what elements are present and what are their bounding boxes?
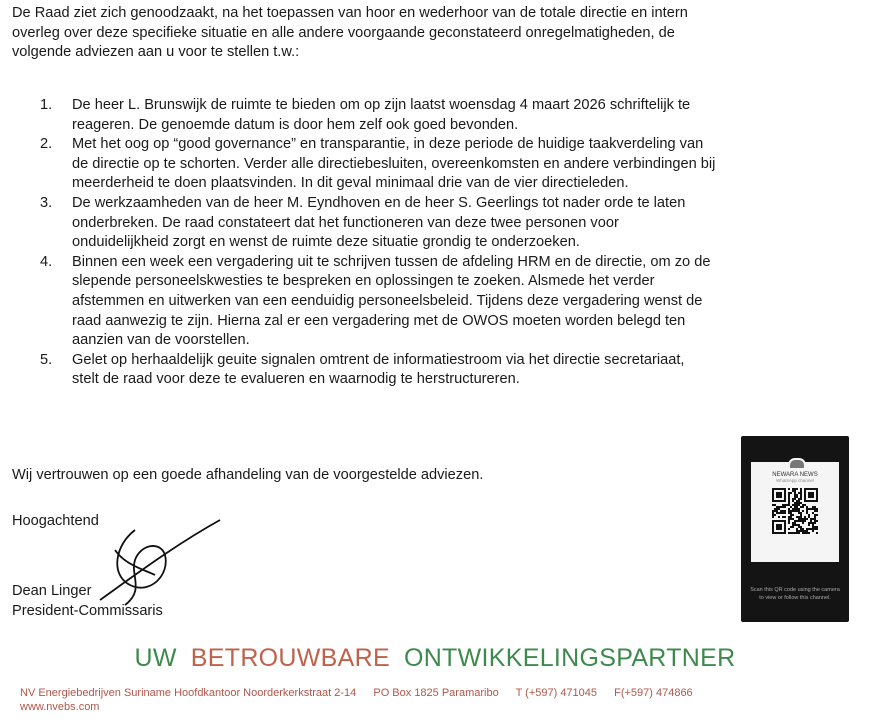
channel-logo-icon	[788, 458, 806, 470]
item-number: 2.	[40, 136, 53, 153]
signer-name: Dean Linger	[12, 583, 92, 599]
advice-list	[40, 96, 715, 390]
intro-line: De Raad ziet zich genoodzaakt, na het toepassen van hoor en wederhoor van de totale directie en intern	[12, 5, 688, 21]
item-line: Binnen een week een vergadering uit te schrijven tussen de afdeling HRM en de directie, om zo de	[72, 253, 711, 270]
slogan-word: UW	[134, 644, 177, 672]
letterhead-footer	[20, 686, 707, 714]
whatsapp-channel-card	[741, 436, 849, 622]
signer-block	[12, 582, 163, 621]
item-line: raad aanwezig te zijn. Hierna zal er een vergadering met de OWOS moeten worden belegd ten	[72, 312, 686, 329]
closing-sentence: Wij vertrouwen op een goede afhandeling van de voorgestelde adviezen.	[12, 467, 484, 483]
salutation: Hoogachtend	[12, 513, 99, 529]
footer-website[interactable]: www.nvebs.com	[20, 701, 100, 713]
item-line: meerderheid te doen plaatsvinden. In dit geval minimaal drie van de vier directieleden.	[72, 175, 629, 192]
slogan	[0, 644, 870, 673]
signer-title: President-Commissaris	[12, 602, 163, 619]
qr-code-icon[interactable]	[772, 488, 818, 534]
item-line: De werkzaamheden van de heer M. Eyndhoven en de heer S. Geerlings tot nader orde te laten	[72, 194, 686, 211]
item-number: 5.	[40, 351, 53, 368]
item-line: Gelet op herhaaldelijk geuite signalen omtrent de informatiestroom via het directie secretariaat,	[72, 351, 685, 368]
card-subtitle: WhatsApp channel	[776, 478, 814, 483]
footer-phone: T (+597) 471045	[515, 687, 598, 699]
item-line: aanzien van de voorstellen.	[72, 332, 250, 349]
slogan-word: BETROUWBARE	[190, 644, 390, 672]
item-line: onderbreken. De raad constateert dat het functioneren van deze twee personen voor	[72, 214, 619, 231]
intro-line: volgende adviezen aan u voor te stellen t.w.:	[12, 44, 300, 61]
list-item	[40, 253, 715, 351]
item-line: stelt de raad voor deze te evalueren en waarnodig te herstructureren.	[72, 371, 520, 388]
footer-fax: F(+597) 474866	[614, 687, 693, 699]
footer-company: NV Energiebedrijven Suriname Hoofdkantoor Noorderkerkstraat 2-14	[20, 687, 357, 699]
item-number: 4.	[40, 253, 53, 270]
list-item	[40, 194, 715, 253]
item-line: de directie op te schorten. Verder alle directiebesluiten, overeenkomsten en andere verbindingen bij	[72, 155, 716, 172]
card-panel	[751, 462, 839, 562]
list-item	[40, 351, 715, 390]
intro-paragraph	[12, 4, 688, 63]
item-number: 3.	[40, 194, 53, 211]
card-title: NEWARA NEWS	[772, 472, 818, 478]
item-line: De heer L. Brunswijk de ruimte te bieden om op zijn laatst woensdag 4 maart 2026 schriftelijk te	[72, 97, 691, 113]
list-item	[40, 96, 715, 135]
item-line: Met het oog op “good governance” en transparantie, in deze periode de huidige taakverdeling van	[72, 136, 704, 153]
list-item	[40, 135, 715, 194]
item-line: afstemmen en uitwerken van een eenduidig personeelsbeleid. Tijdens deze vergadering wenst de	[72, 292, 703, 309]
card-caption: Scan this QR code using the camera to view or follow this channel.	[750, 587, 840, 601]
intro-line: overleg over deze specifieke situatie en alle andere voorgaande geconstateerd onregelmatigheden, de	[12, 24, 675, 41]
item-number: 1.	[40, 97, 53, 113]
slogan-word: ONTWIKKELINGSPARTNER	[403, 644, 736, 672]
item-line: reageren. De genoemde datum is door hem zelf ook goed bevonden.	[72, 116, 519, 133]
item-line: onduidelijkheid zorgt en wenst de ruimte deze situatie grondig te onderzoeken.	[72, 234, 580, 251]
item-line: slepende personeelskwesties te bespreken en oplossingen te zoeken. Alsmede het verder	[72, 273, 655, 290]
footer-pobox: PO Box 1825 Paramaribo	[373, 687, 499, 699]
